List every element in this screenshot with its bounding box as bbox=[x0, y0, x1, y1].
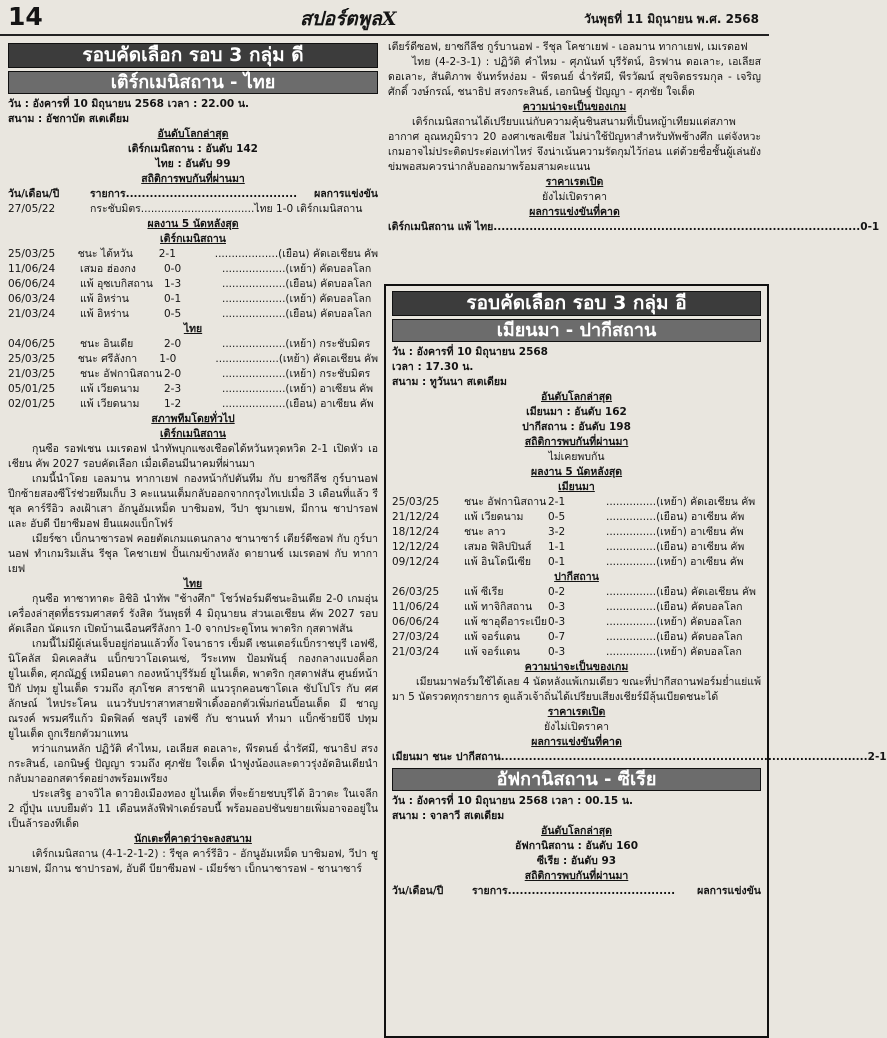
result-row bbox=[8, 247, 378, 262]
right-column-top bbox=[388, 40, 880, 235]
h2h-heading: สถิติการพบกันที่ผ่านมา bbox=[141, 173, 245, 185]
prediction-text: เติร์กเมนิสถาน แพ้ ไทย bbox=[388, 221, 494, 233]
analysis-paragraph: กุนซือ รอฟเชน เมเรดอฟ นำทัพบุกแซงเชือดได้หวันหวุดหวิด 2-1 เปิดหัว เอเชียน คัพ 2027 รอบคัดเลือก เมื่อเดือนมีนาคมที่ผ่านมา bbox=[8, 443, 378, 470]
result-date: 21/12/24 bbox=[392, 511, 440, 523]
odds-text: ยังไม่เปิดราคา bbox=[541, 191, 607, 203]
result-date: 06/06/24 bbox=[392, 616, 440, 628]
result-score: 0-7 bbox=[548, 631, 566, 643]
result-score: 2-1 bbox=[548, 496, 566, 508]
last5-team1-list bbox=[392, 495, 761, 570]
result-date: 27/03/24 bbox=[392, 631, 440, 643]
match-title-3: อัฟกานิสถาน - ซีเรีย bbox=[392, 768, 761, 791]
result-row bbox=[392, 525, 761, 540]
h2h-header-row bbox=[392, 884, 761, 899]
result-date: 11/06/24 bbox=[392, 601, 440, 613]
rank-team2: ไทย : อันดับ 99 bbox=[155, 158, 231, 170]
prediction-row bbox=[388, 220, 880, 235]
result-row bbox=[8, 292, 378, 307]
ranking-heading: อันดับโลกล่าสุด bbox=[541, 391, 612, 403]
brand-logo: สปอร์ตพูลX bbox=[300, 8, 397, 30]
match-venue-3: สนาม : จาลาวี สเตเดียม bbox=[392, 810, 505, 822]
odds-heading: ราคาเรตเปิด bbox=[547, 706, 606, 718]
result-row bbox=[8, 382, 378, 397]
h2h-header-comp: รายการ........................................... bbox=[90, 188, 298, 200]
h2h-heading: สถิติการพบกันที่ผ่านมา bbox=[524, 436, 629, 448]
last5-heading: ผลงาน 5 นัดหลังสุด bbox=[147, 218, 239, 230]
result-score: 2-3 bbox=[164, 383, 182, 395]
result-competition: ...................(เยือน) คัดเอเชียน คัพ bbox=[214, 248, 378, 260]
result-row bbox=[8, 262, 378, 277]
result-competition: ...................(เหย้า) กระชับมิตร bbox=[222, 368, 371, 380]
match-venue-2: สนาม : ทูวันนา สเตเดียม bbox=[392, 376, 507, 388]
result-date: 21/03/25 bbox=[8, 368, 56, 380]
result-competition: ...............(เยือน) คัดบอลโลก bbox=[606, 631, 743, 643]
result-date: 06/03/24 bbox=[8, 293, 56, 305]
h2h-header-row bbox=[8, 187, 378, 202]
h2h-text: กระชับมิตร..................................ไทย 1-0 เติร์กเมนิสถาน bbox=[90, 203, 363, 215]
result-opponent: แพ้ อุซเบกิสถาน bbox=[80, 278, 153, 290]
result-competition: ...................(เหย้า) กระชับมิตร bbox=[222, 338, 371, 350]
result-date: 25/03/25 bbox=[8, 353, 56, 365]
leader-dots: ............................................................................................ bbox=[493, 221, 861, 233]
result-opponent: แพ้ จอร์แดน bbox=[464, 646, 520, 658]
h2h-heading: สถิติการพบกันที่ผ่านมา bbox=[524, 870, 629, 882]
rank-team2: ปากีสถาน : อันดับ 198 bbox=[522, 421, 631, 433]
result-competition: ...................(เยือน) อาเซียน คัพ bbox=[222, 398, 374, 410]
match-datetime-3: วัน : อังคารที่ 10 มิถุนายน 2568 เวลา : 00.15 น. bbox=[392, 795, 633, 807]
result-row bbox=[392, 630, 761, 645]
lineup-team2: ไทย (4-2-3-1) : ปฏิวัติ คำไหม - ศุภนันท์ บุรีรัตน์, อิรฟาน ดอเลาะ, เอเลียส ดอเลาะ, สันติภาพ จันทร์หง่อม - พีรดนย์ ฉ่ำรัศมี, พีรวัฒน์ สุขจิตธรรมกุล - เจริญศักดิ์ วงษ์กรณ์, ชนาธิป สรงกระสินธ์, เอกนิษฐ์ ปัญญา - ศุภชัย ใจเด็ด bbox=[388, 56, 761, 98]
prediction-heading: ผลการแข่งขันที่คาด bbox=[529, 206, 620, 218]
result-competition: ...................(เยือน) คัดบอลโลก bbox=[222, 308, 372, 320]
prediction-score: 2-1 bbox=[867, 751, 887, 763]
analysis-paragraph: เกมนี้นำโดย เอลมาน ทากาเยฟ กองหน้ากัปตันทีม กับ ยาซกีลีช กูร์บานอฟ ปีกซ้ายสองซีโร่ช่วยทีมเก็บ 3 คะแนนเต็มกลับออกจากกรุงไทเปเมื่อ 3 เดือนที่แล้ว รีชุล คาร์รีอิว ลงเฝ้าเสา อักนูอัมเหม็ด บาชิมอฟ, วีปา ชูมาเยฟ, มีกาน ชาปารอฟ และ อับดี บียาซีมอฟ ยืนแผงแบ็กโฟร์ bbox=[8, 473, 378, 530]
result-date: 04/06/25 bbox=[8, 338, 56, 350]
result-opponent: เสมอ ฟิลิปปินส์ bbox=[464, 541, 532, 553]
result-row bbox=[8, 397, 378, 412]
last5-team2-list bbox=[392, 585, 761, 660]
result-score: 0-5 bbox=[164, 308, 182, 320]
result-date: 09/12/24 bbox=[392, 556, 440, 568]
result-row bbox=[392, 600, 761, 615]
result-competition: ...............(เหย้า) คัดบอลโลก bbox=[606, 646, 742, 658]
result-opponent: แพ้ อินโดนีเซีย bbox=[464, 556, 532, 568]
result-row bbox=[392, 540, 761, 555]
result-score: 0-3 bbox=[548, 601, 566, 613]
result-score: 1-1 bbox=[548, 541, 566, 553]
match-venue: สนาม : อัชกาบัต สเตเดียม bbox=[8, 113, 130, 125]
result-date: 12/12/24 bbox=[392, 541, 440, 553]
condition-team2-name: ไทย bbox=[183, 578, 203, 590]
result-competition: ...............(เหย้า) อาเซียน คัพ bbox=[606, 556, 744, 568]
result-opponent: ชนะ อัฟกานิสถาน bbox=[80, 368, 163, 380]
analysis-paragraph: ประเสริฐ อาจวิไล ดาวยิงเมืองทอง ยูไนเต็ด ที่จะย้ายชบบุรีได้ อิวาตะ ในเจลีก 2 ญี่ปุ่น แบบยืมตัว 11 เดือนหลังฟีฟ่าเดย์รอบนี้ พร้อมออปชันขยายเพิ่มอาจออยู่ในเป็นล้ารองทีเด็ด bbox=[8, 788, 378, 830]
result-competition: ...................(เหย้า) คัดบอลโลก bbox=[222, 263, 372, 275]
analysis-paragraph: กุนซือ ทาซาทาตะ อิชิอิ นำทัพ "ช้างศึก" โชว์ฟอร์มดีชนะอินเดีย 2-0 เกมอุ่นเครื่องล่าสุดที่ธรรมศาสตร์ รังสิต วันพุธที่ 4 มิถุนายน ส่วนเอเชียน คัพ 2027 รอบคัดเลือก นัดแรก เปิดบ้านเฉือนศรีลังกา 1-0 จากประตูโทน พาตริก กุสตาฟสัน bbox=[8, 593, 378, 635]
likelihood-text: เมียนมาฟอร์มใช้ได้เลย 4 นัดหลังแพ้เกมเดียว ขณะที่ปากีสถานฟอร์มย่ำแย่แพ้มา 5 นัดรวดทุกรายการ ดูแล้วเจ้าถิ่นได้เปรียบเสียงเชียร์มีลุ้นเบียดชนะได้ bbox=[392, 676, 761, 703]
group-e-banner: รอบคัดเลือก รอบ 3 กลุ่ม อี bbox=[392, 291, 761, 316]
h2h-header-result: ผลการแข่งขัน bbox=[314, 188, 378, 200]
result-opponent: แพ้ เวียดนาม bbox=[464, 511, 524, 523]
masthead bbox=[0, 0, 769, 36]
lineup-team1: เติร์กเมนิสถาน (4-1-2-1-2) : รีชุล คาร์รีอิว - อักนูอัมเหม็ด บาชิมอฟ, วีปา ชูมาเยฟ, มีกาน ชาปารอฟ, อับดี บียาซีมอฟ - เมียร์ซา เบ็กนาซารอฟ - ชานาซาร์ bbox=[8, 848, 378, 875]
last5-team1-list bbox=[8, 247, 378, 322]
result-score: 2-0 bbox=[164, 368, 182, 380]
result-score: 2-0 bbox=[164, 338, 182, 350]
result-date: 18/12/24 bbox=[392, 526, 440, 538]
result-date: 25/03/25 bbox=[8, 248, 56, 260]
result-competition: ...............(เหย้า) อาเซียน คัพ bbox=[606, 526, 744, 538]
result-score: 3-2 bbox=[548, 526, 566, 538]
result-date: 11/06/24 bbox=[8, 263, 56, 275]
likelihood-heading: ความน่าจะเป็นของเกม bbox=[522, 101, 627, 113]
result-row bbox=[392, 615, 761, 630]
h2h-header-comp: รายการ.......................................... bbox=[472, 885, 676, 897]
h2h-header-date: วัน/เดือน/ปี bbox=[392, 885, 444, 897]
analysis-paragraph: เกมนี้ไม่มีผู้เล่นเจ็บอยู่ก่อนแล้วทั้ง โจนาธาร เข็มดี เซนเตอร์แบ็กราชบุรี เอฟซี, นิโคลัส มิคเคลสัน แบ็กขวาโอเดนเซ่, วีระเทพ ป้อมพันธุ์ กองกลางแบงค็อก ยูไนเต็ด, ศุภณัฏฐ์ เหมือนตา กองหน้าบุรีรัมย์ ยูไนเต็ด, พาตริก กุสตาฟสัน ศูนย์หน้าปีกั ปทุม ยูไนเต็ด รวมถึง สุภโชค สารชาติ แนวรุกคอนซาโดเล ซัปโปโร กับ ศศลักษณ์ ไหประโคน แนวรับปราสาทสายฟ้าเดิ้งออกตัวเพิ่มก่อนปิ้อนเต็ด มี ชาญณรงค์ พรมศรีแก้ว มิดฟิลด์ ชลบุรี เอฟซี กับ ชานนท์ ทำมา แบ็กซ้ายบีจี ปทุม ยูไนเต็ด ถูกเรียกตัวมาแทน bbox=[8, 638, 378, 740]
result-score: 2-1 bbox=[158, 248, 176, 260]
last5-team2-name: ปากีสถาน bbox=[554, 571, 599, 583]
lineup-heading: นักเตะที่คาดว่าจะลงสนาม bbox=[134, 833, 252, 845]
result-opponent: ชนะ ไต้หวัน bbox=[77, 248, 133, 260]
result-row bbox=[8, 307, 378, 322]
result-opponent: แพ้ ทาจิกิสถาน bbox=[464, 601, 533, 613]
ranking-heading: อันดับโลกล่าสุด bbox=[541, 825, 612, 837]
h2h-header-result: ผลการแข่งขัน bbox=[697, 885, 761, 897]
likelihood-heading: ความน่าจะเป็นของเกม bbox=[524, 661, 629, 673]
result-score: 0-3 bbox=[548, 616, 566, 628]
result-row bbox=[8, 367, 378, 382]
result-date: 21/03/24 bbox=[8, 308, 56, 320]
prediction-text: เมียนมา ชนะ ปากีสถาน bbox=[392, 751, 501, 763]
issue-date: วันพุธที่ 11 มิถุนายน พ.ศ. 2568 bbox=[584, 12, 759, 26]
h2h-date: 27/05/22 bbox=[8, 203, 56, 215]
result-date: 25/03/25 bbox=[392, 496, 440, 508]
result-opponent: แพ้ อิหร่าน bbox=[80, 308, 129, 320]
result-opponent: เสมอ ฮ่องกง bbox=[80, 263, 136, 275]
result-opponent: แพ้ เวียดนาม bbox=[80, 383, 140, 395]
analysis-paragraph: ทว่าแกนหลัก ปฏิวัติ คำไหม, เอเลียส ดอเลาะ, พีรดนย์ ฉ่ำรัศมี, ชนาธิป สรงกระสินธ์, เอกนิษฐ์ ปัญญา รวมถึง ศุภชัย ใจเด็ด นำฟูงน้องและดาวรุ่งอัดอินเดียนำกลับมาออกสตาร์ตอย่างพร้อมเพรียง bbox=[8, 743, 378, 785]
condition-team1-name: เติร์กเมนิสถาน bbox=[160, 428, 226, 440]
last5-team1-name: เติร์กเมนิสถาน bbox=[160, 233, 226, 245]
result-score: 0-3 bbox=[548, 646, 566, 658]
result-opponent: แพ้ เวียดนาม bbox=[80, 398, 140, 410]
last5-heading: ผลงาน 5 นัดหลังสุด bbox=[530, 466, 623, 478]
prediction-heading: ผลการแข่งขันที่คาด bbox=[531, 736, 622, 748]
left-column bbox=[8, 40, 378, 877]
result-competition: ...................(เหย้า) คัดเอเชียน คัพ bbox=[215, 353, 378, 365]
page-number: 14 bbox=[8, 2, 43, 31]
prediction-score: 0-1 bbox=[860, 221, 880, 233]
match-title-2: เมียนมา - ปากีสถาน bbox=[392, 319, 761, 342]
prediction-row bbox=[392, 750, 887, 765]
result-opponent: แพ้ อิหร่าน bbox=[80, 293, 129, 305]
result-date: 26/03/25 bbox=[392, 586, 440, 598]
result-opponent: แพ้ จอร์แดน bbox=[464, 631, 520, 643]
result-competition: ...............(เยือน) คัดเอเชียน คัพ bbox=[606, 586, 756, 598]
last5-team1-name: เมียนมา bbox=[558, 481, 595, 493]
result-row bbox=[8, 337, 378, 352]
match-date-2: วัน : อังคารที่ 10 มิถุนายน 2568 bbox=[392, 346, 548, 358]
odds-heading: ราคาเรตเปิด bbox=[545, 176, 604, 188]
result-date: 02/01/25 bbox=[8, 398, 56, 410]
result-opponent: แพ้ ซีเรีย bbox=[464, 586, 504, 598]
likelihood-text: เติร์กเมนิสถานได้เปรียบแน่กับความคุ้นชินสนามที่เป็นหญ้าเทียมแต่สภาพอากาศ อุณหภูมิราว 20 องศาเซลเซียส ไม่น่าใช้ปัญหาสำหรับทัพช้างศึก แต่จังหวะเกมอาจไม่ประติดประต่อเท่าไหร่ จึงน่าเน้นความรัดกุมไว้ก่อน แต่ด้วยชื่อชั้นผู้เล่นยังข่มพอสมควรน่ากลับออกมาพร้อมสามคะแนน bbox=[388, 116, 761, 173]
result-score: 0-1 bbox=[164, 293, 182, 305]
result-competition: ...................(เหย้า) คัดบอลโลก bbox=[222, 293, 372, 305]
result-score: 0-0 bbox=[164, 263, 182, 275]
result-opponent: ชนะ ศรีลังกา bbox=[77, 353, 138, 365]
result-row bbox=[392, 495, 761, 510]
last5-team2-list bbox=[8, 337, 378, 412]
group-d-banner: รอบคัดเลือก รอบ 3 กลุ่ม ดี bbox=[8, 43, 378, 68]
result-competition: ...................(เยือน) คัดบอลโลก bbox=[222, 278, 372, 290]
result-competition: ...................(เหย้า) อาเซียน คัพ bbox=[222, 383, 374, 395]
rank-team1: อัฟกานิสถาน : อันดับ 160 bbox=[514, 840, 639, 852]
ranking-heading: อันดับโลกล่าสุด bbox=[157, 128, 229, 140]
h2h-row bbox=[8, 202, 378, 217]
result-row bbox=[392, 645, 761, 660]
last5-team2-name: ไทย bbox=[183, 323, 203, 335]
result-score: 1-3 bbox=[164, 278, 182, 290]
h2h-header-date: วัน/เดือน/ปี bbox=[8, 188, 60, 200]
odds-text: ยังไม่เปิดราคา bbox=[543, 721, 609, 733]
result-row bbox=[8, 352, 378, 367]
analysis-paragraph: เมียร์ซา เบ็กนาซารอฟ คอยตัดเกมแดนกลาง ชานาซาร์ เตียร์ดีซอฟ กับ กูร์บานอฟ ทำเกมริมเส้น รีชุล โคชาเยฟ ปั้นเกมข้างหลัง ดายานซ์ เมเรดอฟ กับ ทากาเยฟ bbox=[8, 533, 378, 575]
result-score: 0-2 bbox=[548, 586, 566, 598]
group-e-box bbox=[384, 284, 887, 1038]
result-competition: ...............(เหย้า) คัดเอเชียน คัพ bbox=[606, 496, 756, 508]
result-competition: ...............(เหย้า) คัดบอลโลก bbox=[606, 616, 742, 628]
result-date: 05/01/25 bbox=[8, 383, 56, 395]
match-datetime: วัน : อังคารที่ 10 มิถุนายน 2568 เวลา : 22.00 น. bbox=[8, 98, 249, 110]
match-time-2: เวลา : 17.30 น. bbox=[392, 361, 474, 373]
result-score: 0-5 bbox=[548, 511, 566, 523]
rank-team1: เมียนมา : อันดับ 162 bbox=[526, 406, 627, 418]
result-row bbox=[392, 585, 761, 600]
result-competition: ...............(เยือน) อาเซียน คัพ bbox=[606, 511, 745, 523]
result-score: 1-0 bbox=[159, 353, 177, 365]
match-title: เติร์กเมนิสถาน - ไทย bbox=[8, 71, 378, 94]
result-opponent: แพ้ ซาอุดีอาระเบีย bbox=[464, 616, 548, 628]
rank-team1: เติร์กเมนิสถาน : อันดับ 142 bbox=[128, 143, 258, 155]
lineup-team1-cont: เตียร์ดีซอฟ, ยาซกีลีช กูร์บานอฟ - รีชุล โคชาเยฟ - เอลมาน ทากาเยฟ, เมเรดอฟ bbox=[388, 41, 748, 53]
team-condition-heading: สภาพทีมโดยทั่วไป bbox=[151, 413, 235, 425]
rank-team2: ซีเรีย : อันดับ 93 bbox=[536, 855, 617, 867]
result-score: 1-2 bbox=[164, 398, 182, 410]
result-competition: ...............(เยือน) คัดบอลโลก bbox=[606, 601, 743, 613]
result-score: 0-1 bbox=[548, 556, 566, 568]
h2h-none: ไม่เคยพบกัน bbox=[548, 451, 605, 463]
result-row bbox=[392, 510, 761, 525]
result-opponent: ชนะ อินเดีย bbox=[80, 338, 134, 350]
result-opponent: ชนะ อัฟกานิสถาน bbox=[464, 496, 547, 508]
leader-dots: ............................................................................................ bbox=[500, 751, 868, 763]
result-opponent: ชนะ ลาว bbox=[464, 526, 506, 538]
result-competition: ...............(เยือน) อาเซียน คัพ bbox=[606, 541, 745, 553]
result-row bbox=[392, 555, 761, 570]
result-date: 06/06/24 bbox=[8, 278, 56, 290]
result-row bbox=[8, 277, 378, 292]
result-date: 21/03/24 bbox=[392, 646, 440, 658]
